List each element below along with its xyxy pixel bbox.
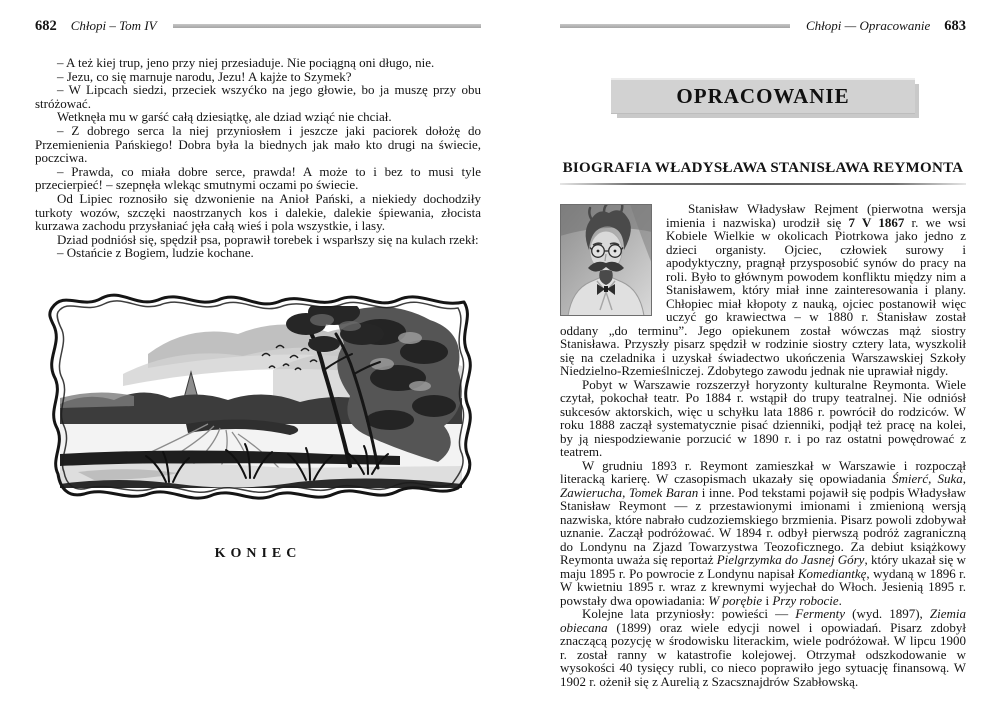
right-page-body	[560, 202, 966, 688]
left-page-number: 682	[35, 17, 57, 34]
paragraph: Stanisław Władysław Rejment (pierwotna wersja imienia i nazwiska) urodził się 7 V 1867 r. we wsi Kobiele Wielkie w okolicach Piotrkowa jako jedno z dzieci organisty. Ojciec, człowiek surowy i apodyktyczny, pragnął przysposobić synów do pracy na roli. Było to głównym powodem konfliktu między nim a Stanisławem, który miał inne zainteresowania i plany. Chłopiec miał kłopoty z nauką, ojciec postanowił więc uczyć go krawiectwa – w 1880 r. Stanisław został oddany „do terminu”. Jego opiekunem został wówczas mąż siostry Stanisława. Przyszły pisarz spędził w rodzinie siostry cztery lata, wyszkolił się na czeladnika i uzyskał świadectwo ukończenia Warszawskiej Szkoły Niedzielno-Rzemieślniczej. Zdobytego zawodu jednak nie uprawiał nigdy.	[560, 201, 966, 378]
paragraph: – A też kiej trup, jeno przy niej przesiaduje. Nie pociągną oni długo, nie.	[57, 55, 435, 70]
header-rule	[560, 24, 790, 28]
section-banner	[611, 78, 915, 114]
paragraph: Od Lipiec roznosiło się dzwonienie na Anioł Pański, a niekiedy dochodziły turkoty wozów, szczęki naostrzanych kos i dalekie, dalekie śpiewania, złocista kurzawa zachodu przysłaniać jęła całą wieś i pola wszystkie, i lasy.	[35, 190, 481, 234]
field-landscape-illustration	[35, 274, 481, 514]
right-running-title: Chłopi — Opracowanie	[806, 18, 931, 33]
header-rule	[173, 24, 481, 28]
paragraph: Wetknęła mu w garść całą dziesiątkę, ale dziad wziąć nie chciał.	[57, 109, 392, 125]
page-right	[560, 18, 966, 688]
the-end-label: KONIEC	[214, 545, 302, 561]
paragraph: – Ostańcie z Bogiem, ludzie kochane.	[57, 245, 254, 261]
left-page-header	[35, 18, 481, 34]
section-banner-label: OPRACOWANIE	[676, 84, 850, 108]
heading-rule	[560, 183, 966, 185]
portrait-photo-icon	[560, 204, 652, 316]
landscape-drawing-icon	[38, 274, 478, 514]
paragraph: – Z dobrego serca la niej przyniosłem i jeszcze jaki paciorek dołożę do Przemienienia Pańskiego! Dobra była la biednych jak mało kto drugi na świecie, poczciwa.	[35, 122, 481, 166]
paragraph: – Prawda, co miała dobre serce, prawda! A może to i bez to musi tyle przecierpieć! – szepnęła wlekąc smutnymi oczami po świecie.	[35, 163, 481, 193]
right-page-number: 683	[944, 17, 966, 34]
paragraph: Kolejne lata przyniosły: powieści — Fermenty (wyd. 1897), Ziemia obiecana (1899) oraz wiele edycji nowel i opowiadań. Pisarz zdobył znaczącą pozycję w środowisku literackim, wiele podróżował. W lipcu 1900 r. został ranny w katastrofie kolejowej. Otrzymał odszkodowanie w wysokości 40 tysięcy rubli, co nieco poprawiło jego sytuację finansową. W 1902 r. ożenił się z Aurelią z Szacsznajdrów Szabłowską.	[560, 606, 967, 689]
left-running-title: Chłopi – Tom IV	[70, 18, 157, 33]
right-page-header	[560, 18, 966, 34]
paragraph: W grudniu 1893 r. Reymont zamieszkał w Warszawie i rozpoczął literacką karierę. W czasopismach ukazały się opowiadania Śmierć, Suka, Zawierucha, Tomek Baran i inne. Pod tekstami pojawił się podpis Władysław Stanisław Reymont — z przestawionymi imionami i zmienioną wersją nazwiska, które nabrało cudzoziemskiego brzmienia. Pisarz powoli zdobywał uznanie. Zaczął podróżować. W 1894 r. odbył pierwszą podróż zagraniczną do Londynu na Zjazd Towarzystwa Teozoficznego. Za debiut książkowy Reymonta uważa się reportaż Pielgrzymka do Jasnej Góry, który ukazał się w maju 1895 r. Po powrocie z Londynu napisał Komediantkę, wydaną w 1896 r. W kwietniu 1895 r. wraz z krewnymi wyjechał do Włoch. Jesienią 1895 r. powstały dwa opowiadania: W porębie i Przy robocie.	[560, 457, 967, 608]
paragraph: Pobyt w Warszawie rozszerzył horyzonty kulturalne Reymonta. Wiele czytał, pokochał teatr. Po 1884 r. wstąpił do trupy teatralnej. Nie odniósł sukcesów aktorskich, więc u schyłku lata 1886 r. powrócił do rodziców. W roku 1888 zaczął systematycznie pisać dzienniki, podjął też pracę na kolei, by ją niespodziewanie porzucić w 1890 r. i po raz ostatni powędrować z teatrem.	[560, 376, 966, 459]
paragraph: – W Lipcach siedzi, przeciek wszyćko na jego głowie, bo ja muszę przy obu stróżować.	[35, 82, 481, 111]
reymont-portrait-photo	[560, 204, 652, 316]
left-page-paragraphs	[35, 56, 481, 260]
paragraph: Dziad podniósł się, spędził psa, poprawił torebek i wsparłszy się na kulach rzekł:	[57, 231, 479, 247]
paragraph: – Jezu, co się marnuje narodu, Jezu! A kajże to Szymek?	[57, 68, 352, 84]
page-left	[35, 18, 481, 562]
biography-heading: BIOGRAFIA WŁADYSŁAWA STANISŁAWA REYMONTA	[562, 160, 964, 176]
